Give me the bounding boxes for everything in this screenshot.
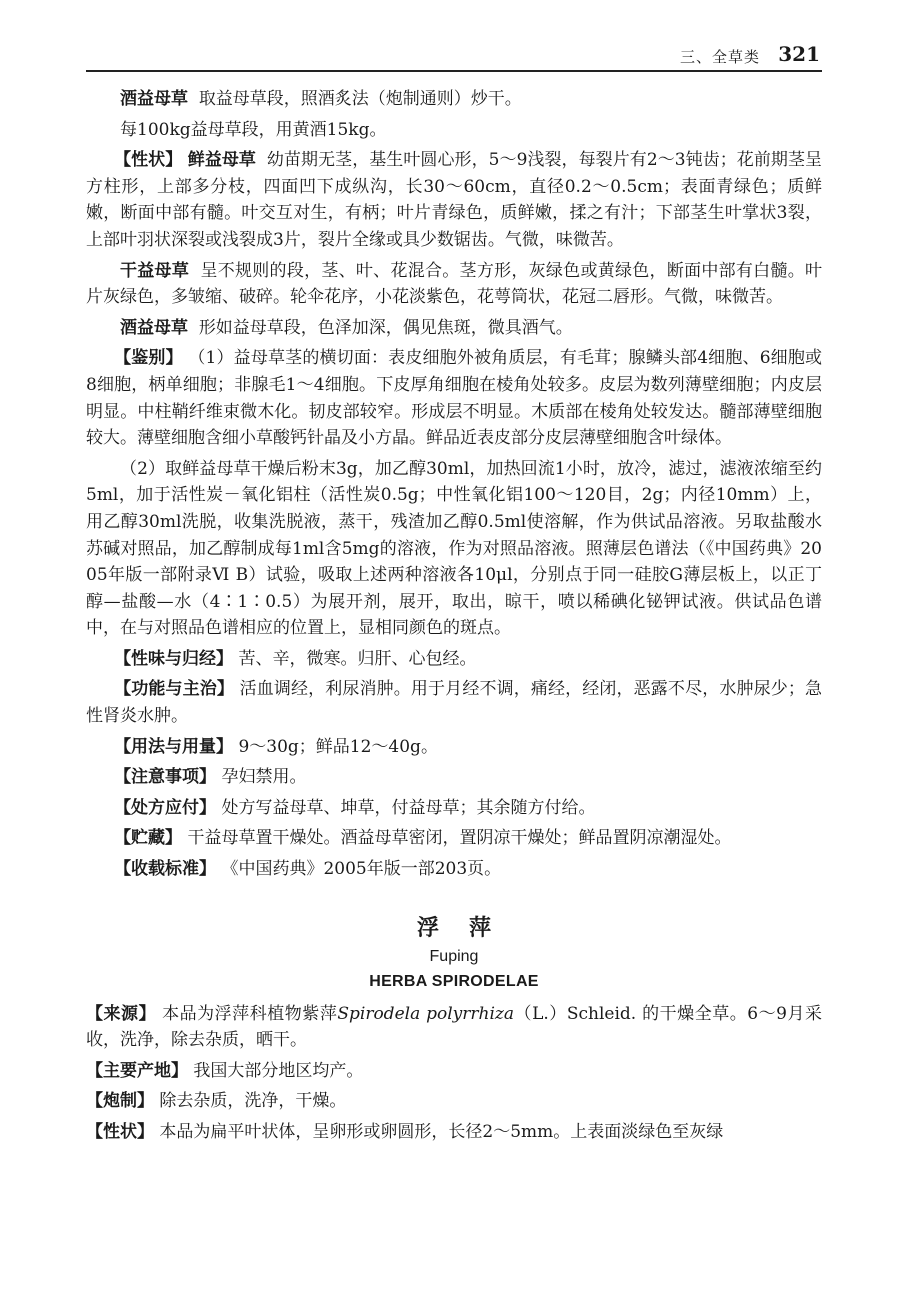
paragraph-nature-meridian (86, 646, 822, 673)
paragraph-text: （1）益母草茎的横切面：表皮细胞外被角质层，有毛茸；腺鳞头部4细胞、6细胞或8细胞，柄单细胞；非腺毛1～4细胞。下皮厚角细胞在棱角处较多。皮层为数列薄壁细胞；内皮层明显。中柱鞘纤维束微木化。韧皮部较窄。形成层不明显。木质部在棱角处较发达。髓部薄壁细胞较大。薄壁细胞含细小草酸钙针晶及小方晶。鲜品近表皮部分皮层薄壁细胞含叶绿体。 (86, 348, 823, 449)
term-heading: 鲜益母草 (187, 150, 256, 171)
paragraph-processing (86, 1088, 822, 1115)
paragraph-prescription (86, 795, 822, 822)
paragraph-text: 我国大部分地区均产。 (193, 1060, 364, 1081)
paragraph-wine-processing (86, 86, 822, 113)
section-label: 【收载标准】 (114, 859, 217, 880)
section-label: 【来源】 (86, 1003, 157, 1024)
section-label: 【贮藏】 (114, 828, 183, 849)
paragraph-storage (86, 825, 822, 852)
page-header (86, 40, 822, 72)
paragraph-properties-dried (86, 258, 822, 311)
paragraph-text: （2）取鲜益母草干燥后粉末3g，加乙醇30ml，加热回流1小时，放冷，滤过，滤液浓缩至约5ml，加于活性炭－氧化铝柱（活性炭0.5g；中性氧化铝100～120目，2g；内径10mm）上，用乙醇30ml洗脱，收集洗脱液，蒸干，残渣加乙醇0.5ml使溶解，作为供试品溶液。另取盐酸水苏碱对照品，加乙醇制成每1ml含5mg的溶液，作为对照品溶液。照薄层色谱法（《中国药典》2005年版一部附录Ⅵ B）试验，吸取上述两种溶液各10μl，分别点于同一硅胶G薄层板上，以正丁醇—盐酸—水（4∶1∶0.5）为展开剂，展开，取出，晾干，喷以稀碘化铋钾试液。供试品色谱中，在与对照品色谱相应的位置上，显相同颜色的斑点。 (86, 458, 822, 639)
paragraph-standard (86, 856, 822, 883)
paragraph-dosage (86, 734, 822, 761)
paragraph-text: 本品为浮萍科植物紫萍 (162, 1003, 338, 1024)
paragraph-text: 取益母草段，照酒炙法（炮制通则）炒干。 (198, 89, 522, 109)
term-heading: 酒益母草 (120, 317, 188, 338)
term-heading: 干益母草 (120, 260, 190, 281)
paragraph-precautions (86, 764, 822, 791)
entry-title-cn: 浮萍 (416, 914, 521, 941)
paragraph-text: 每100kg益母草段，用黄酒15kg。 (120, 119, 387, 140)
section-label: 【性状】 (86, 1122, 154, 1142)
section-label: 【炮制】 (86, 1091, 154, 1112)
paragraph-source (86, 1001, 822, 1054)
paragraph-text: 《中国药典》2005年版一部203页。 (221, 859, 502, 880)
section-label: 【功能与主治】 (114, 679, 235, 700)
paragraph-text: 形如益母草段，色泽加深，偶见焦斑，微具酒气。 (198, 317, 573, 338)
paragraph-properties-wine (86, 315, 822, 342)
section-title: 三、全草类 (679, 48, 760, 66)
paragraph-text: 9～30g；鲜品12～40g。 (238, 736, 438, 757)
paragraph-wine-ratio (86, 117, 822, 144)
paragraph-text: 孕妇禁用。 (221, 767, 307, 788)
entry-title-latin: HERBA SPIRODELAE (369, 972, 539, 990)
entry-title-pinyin: Fuping (429, 947, 479, 965)
section-label: 【处方应付】 (114, 797, 217, 818)
paragraph-identification-1 (86, 345, 822, 451)
paragraph-properties (86, 1119, 822, 1146)
paragraph-text: 本品为扁平叶状体，呈卵形或卵圆形，长径2～5mm。上表面淡绿色至灰绿 (159, 1122, 724, 1142)
paragraph-text: 干益母草置干燥处。酒益母草密闭，置阴凉干燥处；鲜品置阴凉潮湿处。 (187, 828, 732, 849)
page-number: 321 (778, 42, 820, 66)
paragraph-text: 苦、辛，微寒。归肝、心包经。 (238, 648, 477, 669)
paragraph-text: 除去杂质，洗净，干燥。 (159, 1091, 347, 1112)
paragraph-properties-fresh (86, 147, 822, 253)
section-label: 【用法与用量】 (114, 736, 234, 757)
paragraph-text: 活血调经，利尿消肿。用于月经不调，痛经，经闭，恶露不尽，水肿尿少；急性肾炎水肿。 (86, 679, 823, 727)
entry-title-block (86, 911, 822, 995)
paragraph-text: 幼苗期无茎，基生叶圆心形，5～9浅裂，每裂片有2～3钝齿；花前期茎呈方柱形，上部多分枝，四面凹下成纵沟，长30～60cm，直径0.2～0.5cm；表面青绿色；质鲜嫩，断面中部有髓。叶交互对生，有柄；叶片青绿色，质鲜嫩，揉之有汁；下部茎生叶掌状3裂，上部叶羽状深裂或浅裂成3片，裂片全缘或具少数锯齿。气微，味微苦。 (86, 150, 823, 250)
paragraph-identification-2 (86, 456, 822, 642)
paragraph-text: 呈不规则的段，茎、叶、花混合。茎方形，灰绿色或黄绿色，断面中部有白髓。叶片灰绿色，多皱缩、破碎。轮伞花序，小花淡紫色，花萼筒状，花冠二唇形。气微，味微苦。 (86, 260, 823, 308)
paragraph-functions (86, 676, 822, 729)
section-label: 【主要产地】 (86, 1060, 188, 1081)
paragraph-text: 处方写益母草、坤草，付益母草；其余随方付给。 (221, 797, 596, 818)
paragraph-text: （L.）Schleid. 的干燥全草。6～9月采收，洗净，除去杂质，晒干。 (86, 1003, 823, 1051)
term-heading: 酒益母草 (120, 89, 188, 109)
section-label: 【鉴别】 (114, 348, 183, 369)
page-body (86, 86, 822, 1146)
species-name: Spirodela polyrrhiza (337, 1003, 515, 1024)
section-label: 【性状】 (114, 150, 183, 171)
section-label: 【注意事项】 (114, 767, 217, 788)
paragraph-origin (86, 1058, 822, 1085)
section-label: 【性味与归经】 (114, 648, 234, 669)
